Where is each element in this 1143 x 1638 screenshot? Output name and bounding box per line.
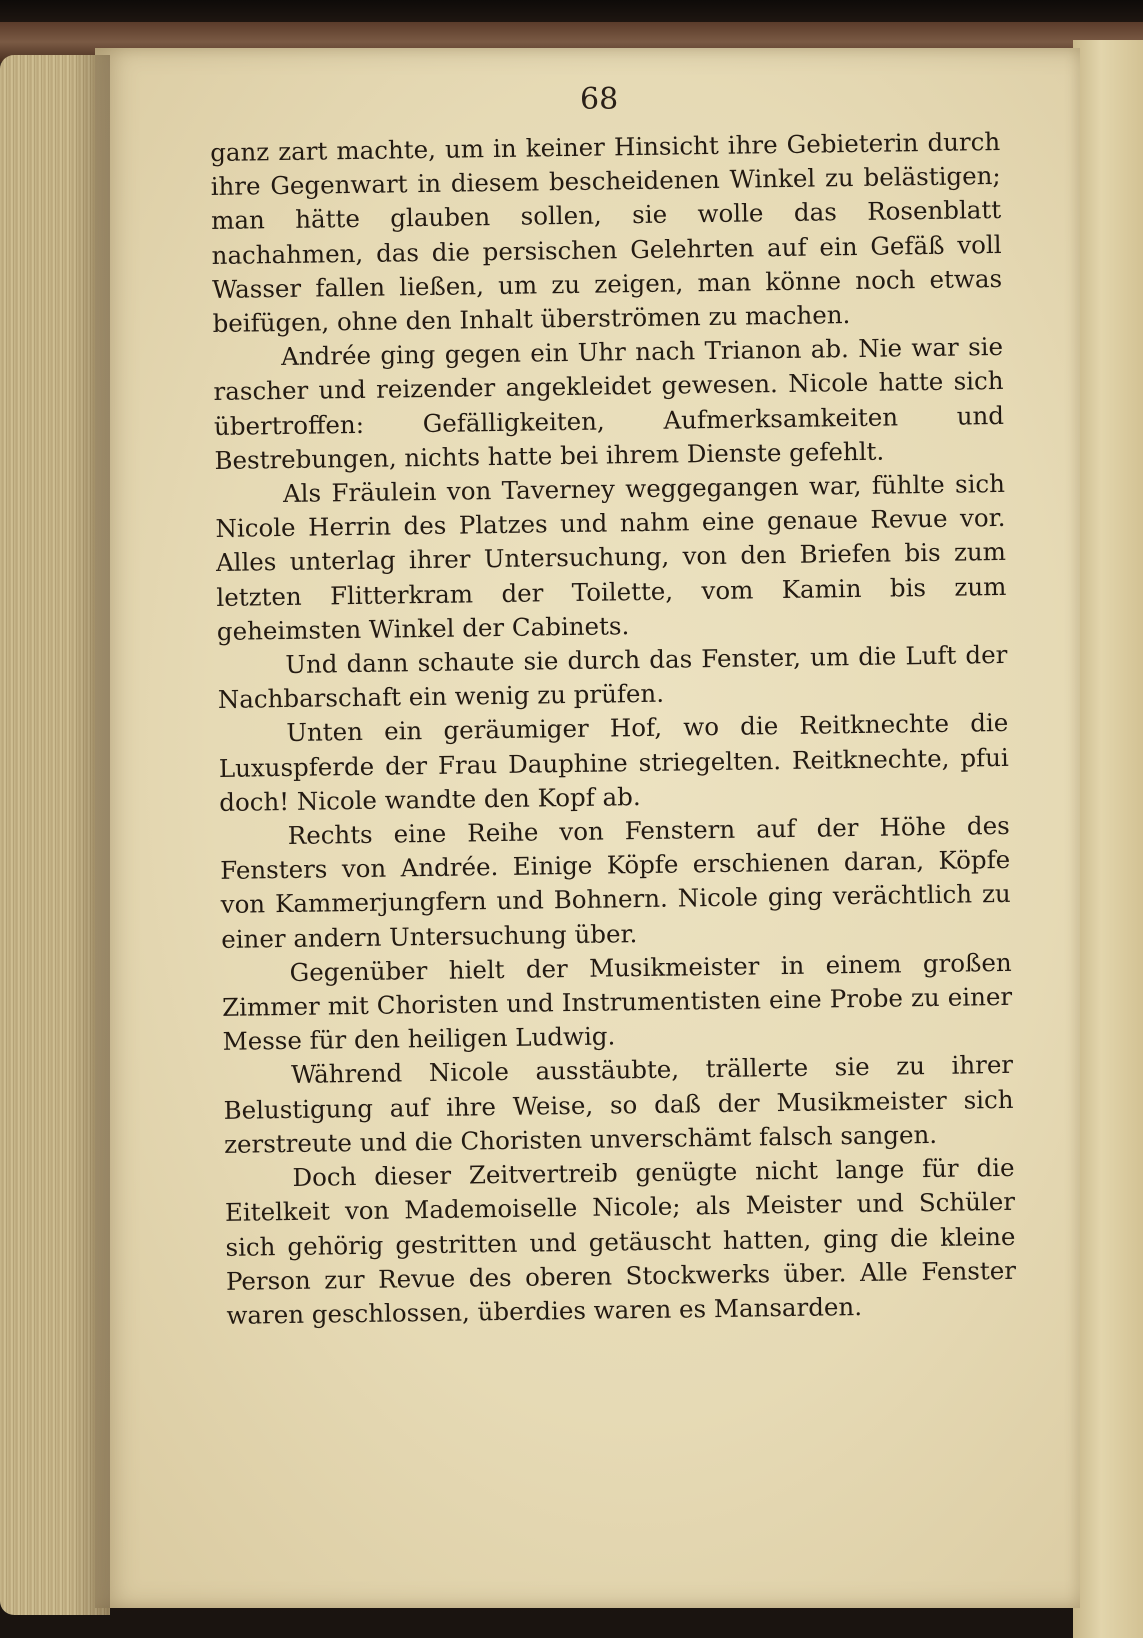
facing-page-edge: [1073, 40, 1143, 1638]
paragraph: Unten ein geräumiger Hof, wo die Reitknechte die Luxuspferde der Frau Dauphine striegelten. Reitknechte, pfui doch! Nicole wandte den Kopf ab.: [218, 708, 1009, 817]
paragraph: Rechts eine Reihe von Fenstern auf der Höhe des Fensters von Andrée. Einige Köpfe erschienen daran, Köpfe von Kammerjungfern und Bohnern. Nicole ging verächtlich zu einer andern Untersuchung über.: [220, 810, 1011, 954]
paragraph: Während Nicole ausstäubte, trällerte sie zu ihrer Belustigung auf ihre Weise, so daß der Musikmeister sich zerstreute und die Choristen unverschämt falsch sangen.: [223, 1050, 1014, 1159]
page-number: 68: [580, 82, 619, 117]
paragraph: Gegenüber hielt der Musikmeister in einem großen Zimmer mit Choristen und Instrumentisten eine Probe zu einer Messe für den heiligen Ludwig.: [221, 947, 1013, 1057]
paragraph: Und dann schaute sie durch das Fenster, um die Luft der Nachbarschaft ein wenig zu prüfen.: [217, 639, 1008, 715]
paragraph: ganz zart machte, um in keiner Hinsicht ihre Gebieterin durch ihre Gegenwart in diesem bescheidenen Winkel zu belästigen; man hätte glauben sollen, sie wolle das Rosenblatt nachahmen, das die persischen Gelehrten auf ein Gefäß voll Wasser fallen ließen, um zu zeigen, man könne noch etwas beifügen, ohne den Inhalt überströmen zu machen.: [210, 126, 1003, 338]
gutter-shadow: [70, 55, 110, 1615]
paragraph: Doch dieser Zeitvertreib genügte nicht lange für die Eitelkeit von Mademoiselle Nicole; als Meister und Schüler sich gehörig gestritten und getäuscht hatten, ging die kleine Person zur Revue des oberen Stockwerks über. Alle Fenster waren geschlossen, überdies waren es Mansarden.: [224, 1152, 1017, 1330]
page-text: [210, 125, 1017, 1333]
paragraph: Andrée ging gegen ein Uhr nach Trianon ab. Nie war sie rascher und reizender angekleidet gewesen. Nicole hatte sich übertroffen: Gefälligkeiten, Aufmerksamkeiten und Bestrebungen, nichts hatte bei ihrem Dienste gefehlt.: [213, 332, 1005, 475]
paragraph: Als Fräulein von Taverney weggegangen war, fühlte sich Nicole Herrin des Platzes und nahm eine genaue Revue vor. Alles unterlag ihrer Untersuchung, von den Briefen bis zum letzten Flitterkram der Toilette, vom Kamin bis zum geheimsten Winkel der Cabinets.: [215, 468, 1007, 646]
